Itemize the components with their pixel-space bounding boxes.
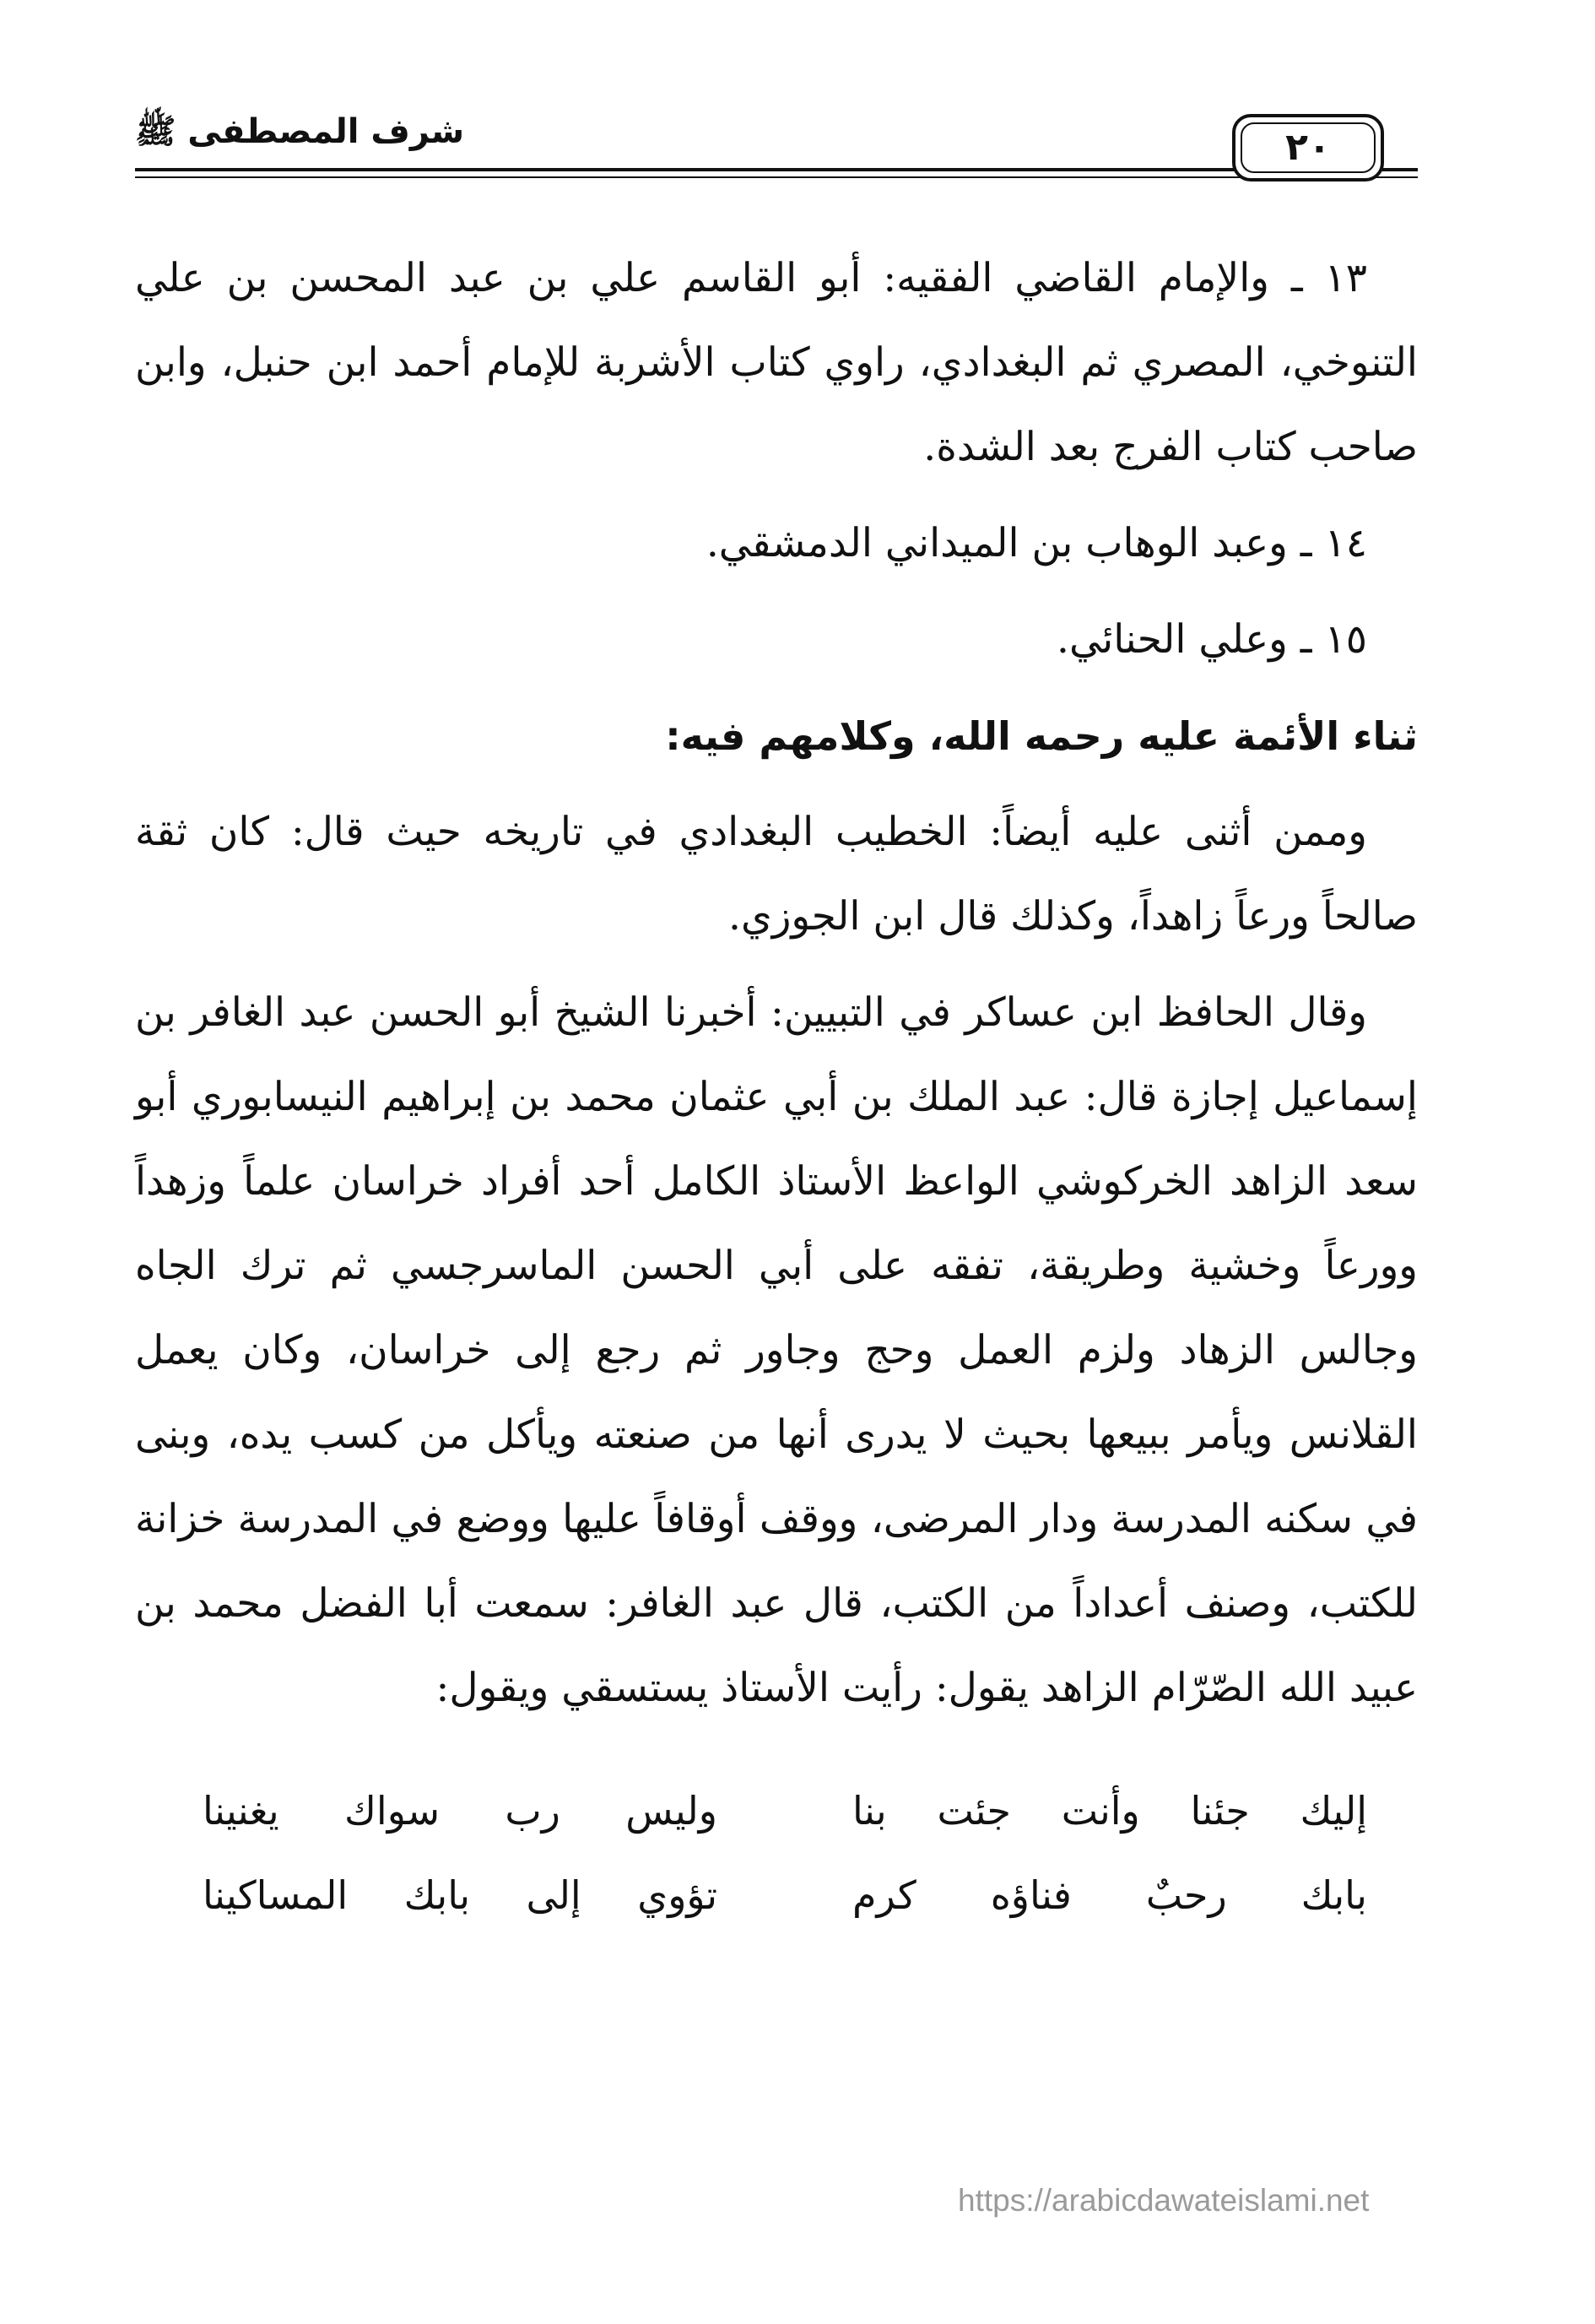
paragraph-ibn-asakir: وقال الحافظ ابن عساكر في التبيين: أخبرنا الشيخ أبو الحسن عبد الغافر بن إسماعيل إجازة قال: عبد الملك بن أبي عثمان محمد بن إبراهيم النيسابوري أبو سعد الزاهد الخركوشي الواعظ الأستاذ الكامل أحد أفراد خراسان علماً وزهداً وورعاً وخشية وطريقة، تفقه على أبي الحسن الماسرجسي ثم ترك الجاه وجالس الزهاد ولزم العمل وحج وجاور ثم رجع إلى خراسان، وكان يعمل القلانس ويأمر ببيعها بحيث لا يدرى أنها من صنعته ويأكل من كسب يده، وبنى في سكنه المدرسة ودار المرضى، ووقف أوقافاً عليها ووضع في المدرسة خزانة للكتب، وصنف أعداداً من الكتب، قال عبد الغافر: سمعت أبا الفضل محمد بن عبيد الله الصّرّام الزاهد يقول: رأيت الأستاذ يستسقي ويقول: <box>135 989 1418 1711</box>
poem-hemistich-second: وليس رب سواك يغنينا <box>203 1788 717 1834</box>
poem-hemistich-first: إليك جئنا وأنت جئت بنا <box>852 1788 1367 1834</box>
header-rule <box>135 168 1418 171</box>
paragraph-praise-khatib: وممن أثنى عليه أيضاً: الخطيب البغدادي في تاريخه حيث قال: كان ثقة صالحاً ورعاً زاهداً، وكذلك قال ابن الجوزي. <box>135 809 1418 940</box>
page-header <box>135 106 1418 190</box>
poem-hemistich-first: بابك رحبٌ فناؤه كرم <box>852 1872 1367 1918</box>
watermark-url: https://arabicdawateislami.net <box>958 2183 1370 2218</box>
running-title: شرف المصطفى ﷺ <box>135 112 465 151</box>
page-body <box>135 236 1418 1731</box>
page-number: ٢٠ <box>1285 126 1331 169</box>
section-heading: ثناء الأئمة عليه رحمه الله، وكلامهم فيه: <box>665 713 1418 759</box>
paragraph-item-15: ١٥ ـ وعلي الحنائي. <box>1057 616 1367 663</box>
poem <box>203 1769 1367 1937</box>
paragraph-item-14: ١٤ ـ وعبد الوهاب بن الميداني الدمشقي. <box>706 520 1367 566</box>
page-number-frame <box>1232 114 1384 181</box>
poem-verse <box>203 1769 1367 1853</box>
poem-hemistich-second: تؤوي إلى بابك المساكينا <box>203 1872 717 1918</box>
poem-verse <box>203 1853 1367 1937</box>
header-rule-thin <box>135 176 1418 178</box>
paragraph-item-13: ١٣ ـ والإمام القاضي الفقيه: أبو القاسم علي بن عبد المحسن بن علي التنوخي، المصري ثم البغدادي، راوي كتاب الأشربة للإمام أحمد ابن حنبل، وابن صاحب كتاب الفرج بعد الشدة. <box>135 255 1418 470</box>
